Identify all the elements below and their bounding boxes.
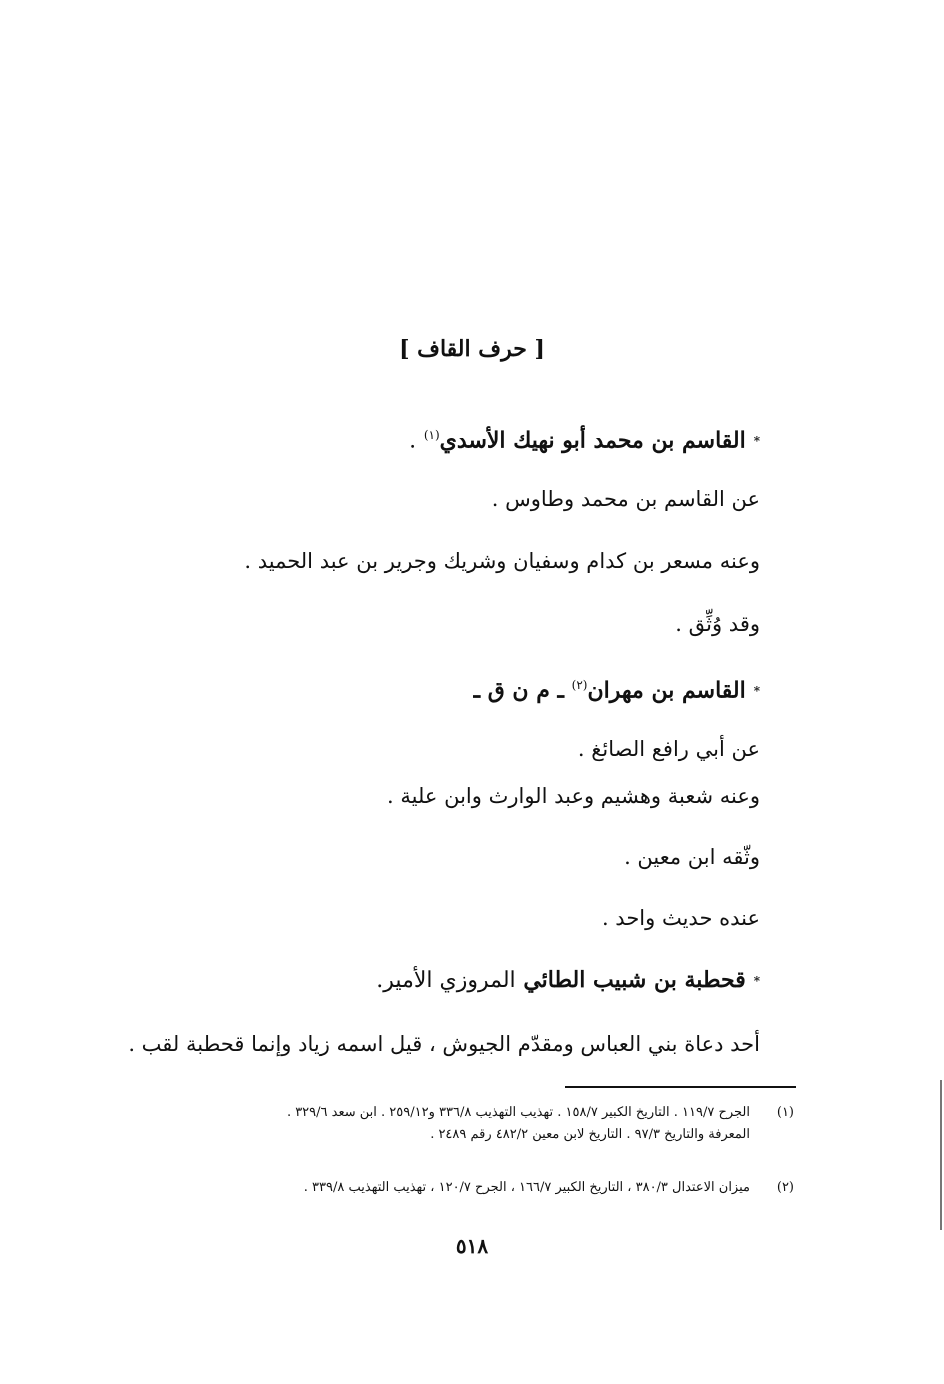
entry-title	[474, 670, 760, 706]
footnote-separator	[565, 1086, 796, 1088]
entry-title	[409, 420, 760, 456]
entry-name: قحطبة بن شبيب الطائي	[523, 967, 746, 993]
footnote-line: المعرفة والتاريخ ٩٧/٣ . التاريخ لابن معين ٤٨٢/٢ رقم ٢٤٨٩ .	[430, 1127, 750, 1142]
entry-name: القاسم بن مهران	[587, 677, 746, 704]
entry-bullet: *	[753, 974, 760, 988]
body-line: أحد دعاة بني العباس ومقدّم الجيوش ، قيل اسمه زياد وإنما قحطبة لقب .	[128, 1032, 760, 1056]
entry-name: القاسم بن محمد أبو نهيك الأسدي	[439, 427, 746, 454]
footnote-ref: (٢)	[571, 678, 588, 692]
entry-bullet: *	[753, 684, 760, 699]
entry-title	[376, 965, 760, 996]
body-line: عن أبي رافع الصائغ .	[577, 737, 760, 761]
footnote-number: (٢)	[776, 1180, 794, 1195]
footnote	[304, 1177, 794, 1199]
body-line: وقد وُثِّق .	[675, 612, 760, 636]
entry-bullet: *	[753, 434, 760, 449]
body-line: وعنه شعبة وهشيم وعبد الوارث وابن علية .	[387, 784, 760, 808]
body-line: عنده حديث واحد .	[601, 906, 760, 930]
body-line: وثّقه ابن معين .	[624, 845, 760, 869]
page-number: ٥١٨	[455, 1234, 489, 1258]
footnote-ref: (١)	[423, 428, 440, 442]
scan-edge-mark	[940, 1080, 942, 1230]
entry-tail: .	[409, 428, 417, 454]
footnote-line: الجرح ١١٩/٧ . التاريخ الكبير ١٥٨/٧ . تهذيب التهذيب ٣٣٦/٨ و٢٥٩/١٢ . ابن سعد ٣٢٩/٦ .	[286, 1105, 750, 1120]
section-heading: [ حرف القاف ]	[399, 336, 545, 362]
body-line: عن القاسم بن محمد وطاوس .	[491, 487, 760, 511]
entry-tail: المروزي الأمير.	[376, 968, 516, 993]
footnote-number: (١)	[776, 1105, 794, 1120]
footnote	[287, 1102, 794, 1146]
entry-tail: ـ م ن ق ـ	[473, 677, 564, 704]
footnote-line: ميزان الاعتدال ٣٨٠/٣ ، التاريخ الكبير ١٦٦/٧ ، الجرح ١٢٠/٧ ، تهذيب التهذيب ٣٣٩/٨ .	[303, 1180, 750, 1195]
body-line: وعنه مسعر بن كدام وسفيان وشريك وجرير بن عبد الحميد .	[244, 549, 760, 573]
